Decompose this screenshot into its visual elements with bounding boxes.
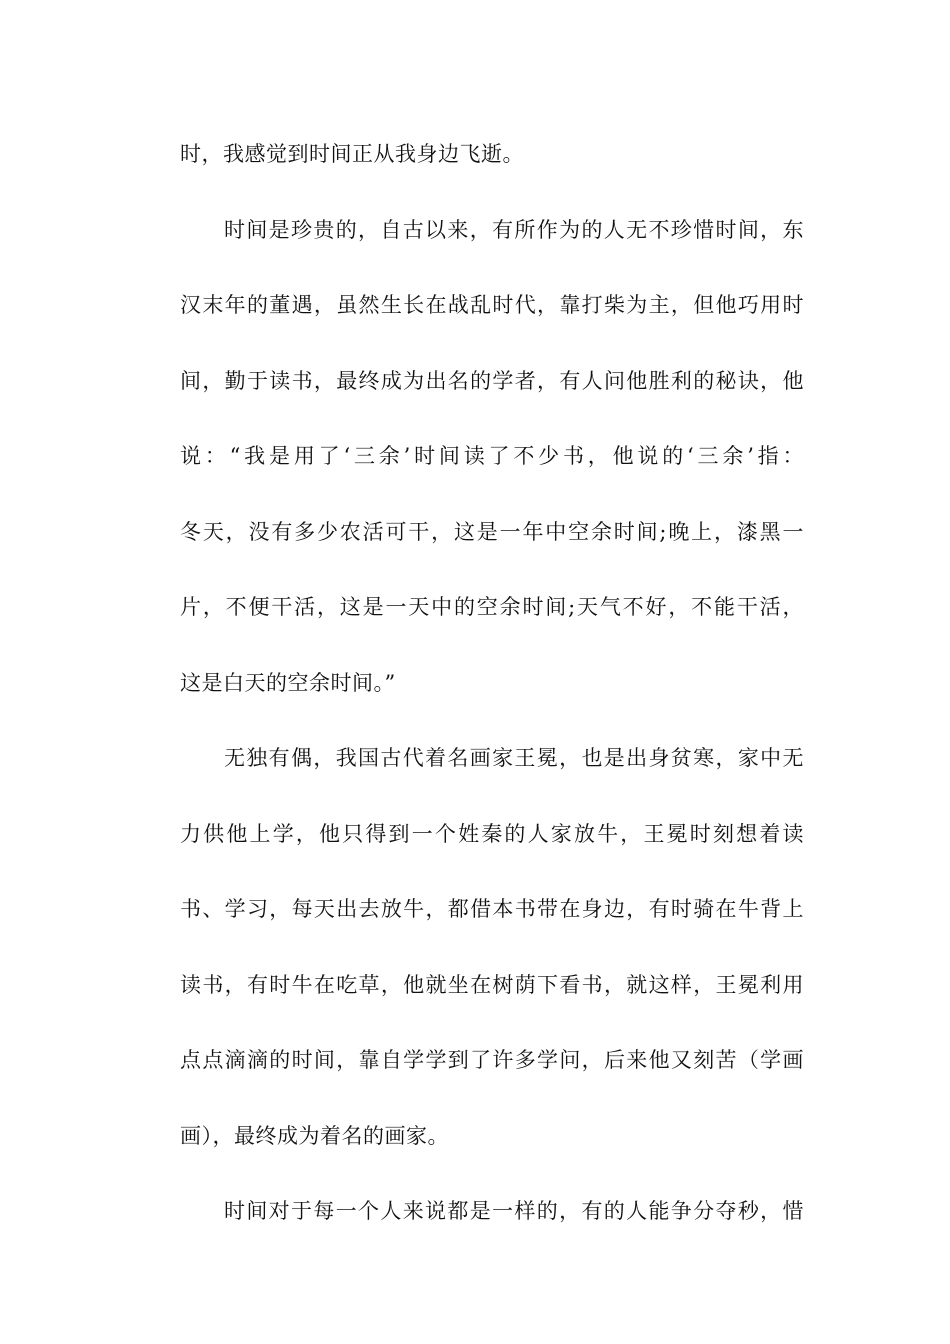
text-line: 时，我感觉到时间正从我身边飞逝。 [180, 142, 524, 166]
text-line: 冬天，没有多少农活可干，这是一年中空余时间;晚上，漆黑一 [180, 519, 804, 544]
text-line: 片，不便干活，这是一天中的空余时间;天气不好，不能干活， [180, 595, 804, 619]
text-line: 画），最终成为着名的画家。 [180, 1123, 449, 1148]
text-line: 说：“我是用了‘三余’时间读了不少书，他说的‘三余’指： [180, 444, 804, 468]
body-text [180, 130, 804, 1263]
text-line: 无独有偶，我国古代着名画家王冕，也是出身贫寒，家中无 [224, 746, 804, 770]
text-line: 力供他上学，他只得到一个姓秦的人家放牛，王冕时刻想着读 [180, 821, 804, 846]
text-line: 这是白天的空余时间。” [180, 670, 396, 695]
text-line: 间，勤于读书，最终成为出名的学者，有人问他胜利的秘诀，他 [180, 368, 804, 393]
text-line: 时间是珍贵的，自古以来，有所作为的人无不珍惜时间，东 [224, 217, 804, 242]
text-line: 书、学习，每天出去放牛，都借本书带在身边，有时骑在牛背上 [180, 897, 804, 921]
text-line: 汉末年的董遇，虽然生长在战乱时代，靠打柴为主，但他巧用时 [180, 293, 804, 317]
text-line: 时间对于每一个人来说都是一样的，有的人能争分夺秒，惜 [224, 1199, 804, 1223]
text-line: 点点滴滴的时间，靠自学学到了许多学问，后来他又刻苦（学画 [180, 1048, 804, 1072]
text-line: 读书，有时牛在吃草，他就坐在树荫下看书，就这样，王冕利用 [180, 972, 804, 997]
